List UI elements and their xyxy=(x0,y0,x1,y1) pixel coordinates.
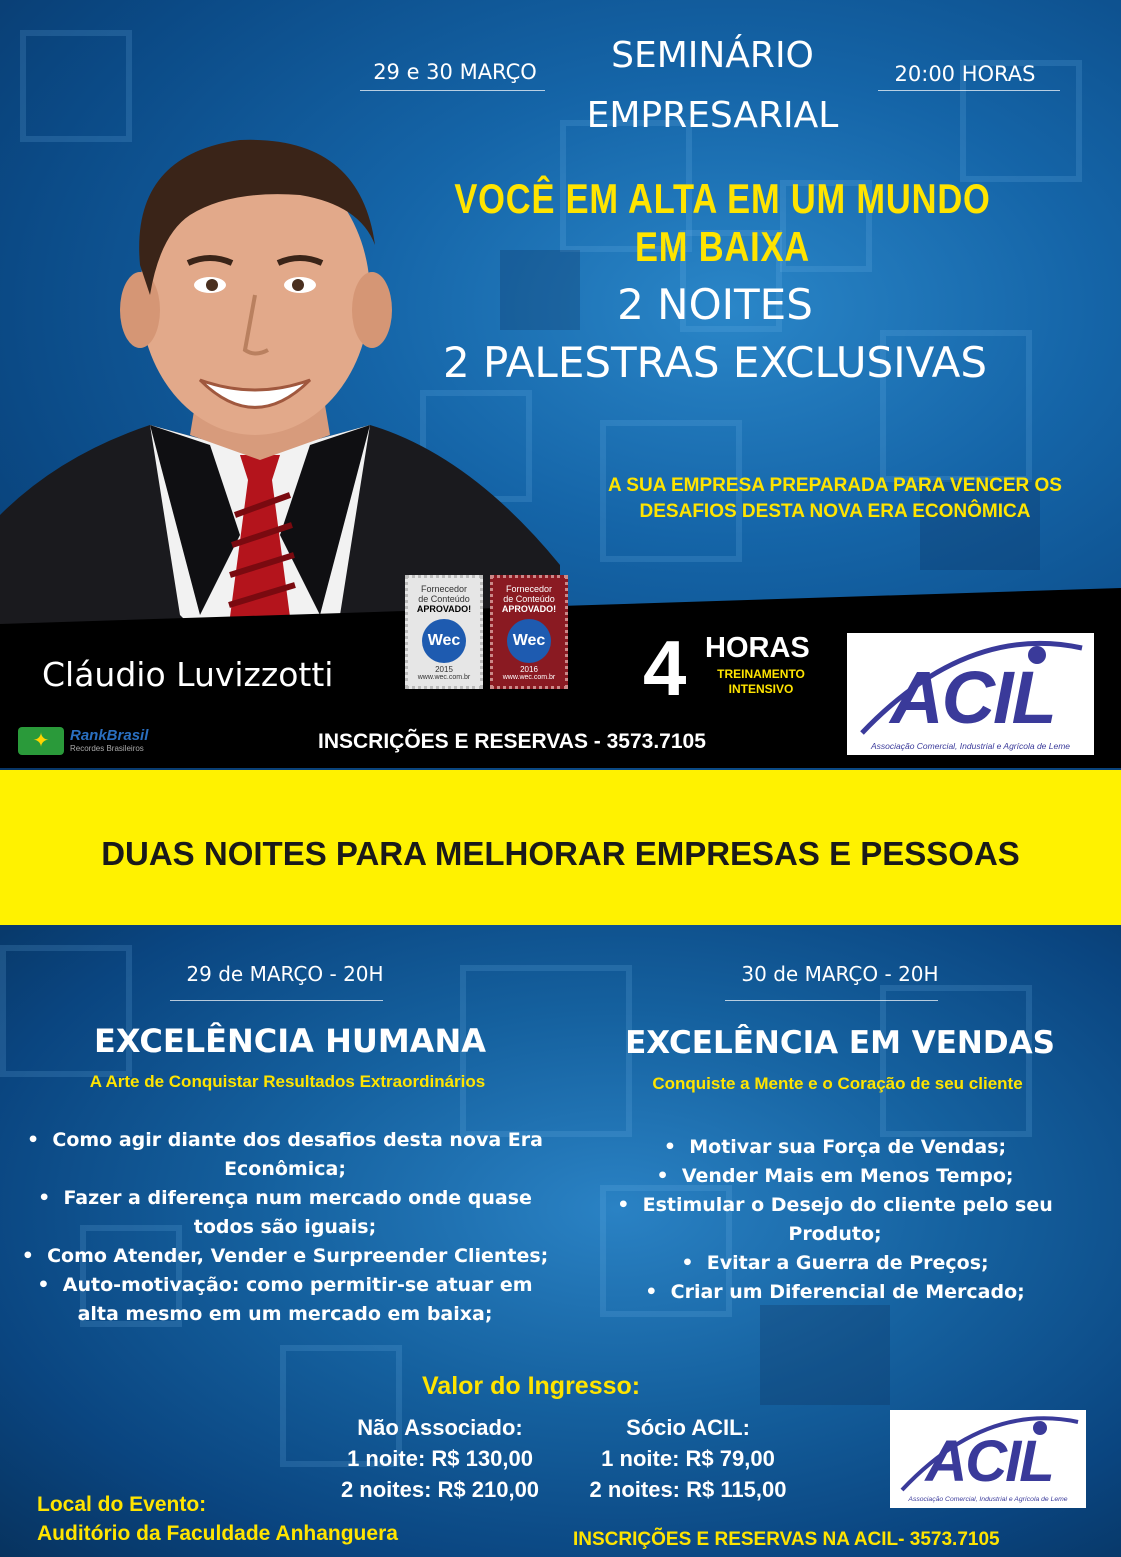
rankbrasil-sub: Recordes Brasileiros xyxy=(70,744,144,753)
badge-line2: de Conteúdo xyxy=(503,594,555,604)
pricing-member xyxy=(568,1412,808,1505)
badge-line3: APROVADO! xyxy=(416,604,472,614)
acil-logo-bottom xyxy=(890,1410,1086,1508)
event-type-line2: EMPRESARIAL xyxy=(586,95,839,136)
night1-date: 29 de MARÇO - 20H xyxy=(186,962,384,986)
rankbrasil-icon: ✦ xyxy=(18,727,64,755)
night1-topics xyxy=(15,1126,555,1329)
badge-year: 2016 xyxy=(520,665,538,674)
wec-logo-icon: Wec xyxy=(422,619,466,663)
time-underline xyxy=(878,90,1060,91)
acil-logo-text: ACIL xyxy=(925,1429,1053,1494)
night1-topic: • Fazer a diferença num mercado onde quase todos são iguais; xyxy=(38,1187,532,1238)
rankbrasil-name: RankBrasil xyxy=(70,727,149,744)
night2-date-underline xyxy=(725,1000,938,1001)
night2-date: 30 de MARÇO - 20H xyxy=(741,962,939,986)
banner-text: DUAS NOITES PARA MELHORAR EMPRESAS E PESSOAS xyxy=(101,835,1020,872)
location-value: Auditório da Faculdade Anhanguera xyxy=(37,1522,398,1545)
inscricoes-bottom: INSCRIÇÕES E RESERVAS NA ACIL- 3573.7105 xyxy=(573,1529,1000,1550)
night1-topic: • Auto-motivação: como permitir-se atuar em alta mesmo em um mercado em baixa; xyxy=(37,1274,533,1325)
member-two-nights: 2 noites: R$ 115,00 xyxy=(589,1477,787,1502)
pricing-non-member xyxy=(320,1412,560,1505)
hours-sub2: INTENSIVO xyxy=(728,682,794,696)
badge-line1: Fornecedor xyxy=(505,584,553,594)
badge-line2: de Conteúdo xyxy=(418,594,470,604)
headline: VOCÊ EM ALTA EM UM MUNDO EM BAIXA xyxy=(454,175,991,270)
rankbrasil-logo xyxy=(18,727,208,755)
subheadline-line1: 2 NOITES xyxy=(617,280,813,329)
speaker-name: Cláudio Luvizzotti xyxy=(42,655,334,694)
night1-title: EXCELÊNCIA HUMANA xyxy=(94,1022,486,1060)
location-label: Local do Evento: xyxy=(37,1493,207,1516)
night2-topic: • Motivar sua Força de Vendas; xyxy=(663,1136,1007,1158)
non-member-label: Não Associado: xyxy=(357,1415,523,1440)
event-type-line1: SEMINÁRIO xyxy=(611,35,814,76)
event-time: 20:00 HORAS xyxy=(894,62,1036,86)
hours-number: 4 xyxy=(643,624,687,712)
night2-topic: • Vender Mais em Menos Tempo; xyxy=(656,1165,1014,1187)
member-label: Sócio ACIL: xyxy=(626,1415,750,1440)
night2-topics xyxy=(580,1133,1090,1307)
hours-sub1: TREINAMENTO xyxy=(717,667,805,681)
night2-title: EXCELÊNCIA EM VENDAS xyxy=(625,1025,1055,1061)
date-underline xyxy=(360,90,545,91)
night1-topic: • Como Atender, Vender e Surpreender Clientes; xyxy=(21,1245,549,1267)
wec-logo-icon: Wec xyxy=(507,619,551,663)
member-one-night: 1 noite: R$ 79,00 xyxy=(601,1446,775,1471)
hours-label: HORAS xyxy=(705,632,810,664)
badge-line1: Fornecedor xyxy=(420,584,468,594)
night1-subtitle: A Arte de Conquistar Resultados Extraordinários xyxy=(89,1072,486,1091)
acil-logo-top xyxy=(847,633,1094,755)
inscricoes-top: INSCRIÇÕES E RESERVAS - 3573.7105 xyxy=(318,730,706,753)
acil-logo-text: ACIL xyxy=(890,656,1055,739)
acil-full-name: Associação Comercial, Industrial e Agrícola de Leme xyxy=(870,741,1071,751)
tagline: A SUA EMPRESA PREPARADA PARA VENCER OS DESAFIOS DESTA NOVA ERA ECONÔMICA xyxy=(608,475,1062,522)
night2-subtitle: Conquiste a Mente e o Coração de seu cliente xyxy=(652,1074,1023,1093)
night2-topic: • Criar um Diferencial de Mercado; xyxy=(645,1281,1025,1303)
subheadline-line2: 2 PALESTRAS EXCLUSIVAS xyxy=(442,338,988,387)
night2-topic: • Evitar a Guerra de Preços; xyxy=(681,1252,989,1274)
badge-url: www.wec.com.br xyxy=(417,674,471,681)
pricing-title: Valor do Ingresso: xyxy=(422,1372,641,1400)
night1-date-underline xyxy=(170,1000,383,1001)
non-member-one-night: 1 noite: R$ 130,00 xyxy=(347,1446,533,1471)
wec-badge-2015 xyxy=(405,575,483,689)
wec-badge-2016 xyxy=(490,575,568,689)
badge-year: 2015 xyxy=(435,665,453,674)
night1-topic: • Como agir diante dos desafios desta nova Era Econômica; xyxy=(27,1129,543,1180)
night2-topic: • Estimular o Desejo do cliente pelo seu Produto; xyxy=(617,1194,1053,1245)
badge-line3: APROVADO! xyxy=(501,604,557,614)
event-date: 29 e 30 MARÇO xyxy=(373,60,537,84)
badge-url: www.wec.com.br xyxy=(502,674,556,681)
acil-full-name: Associação Comercial, Industrial e Agrícola de Leme xyxy=(908,1496,1068,1503)
non-member-two-nights: 2 noites: R$ 210,00 xyxy=(340,1477,540,1502)
